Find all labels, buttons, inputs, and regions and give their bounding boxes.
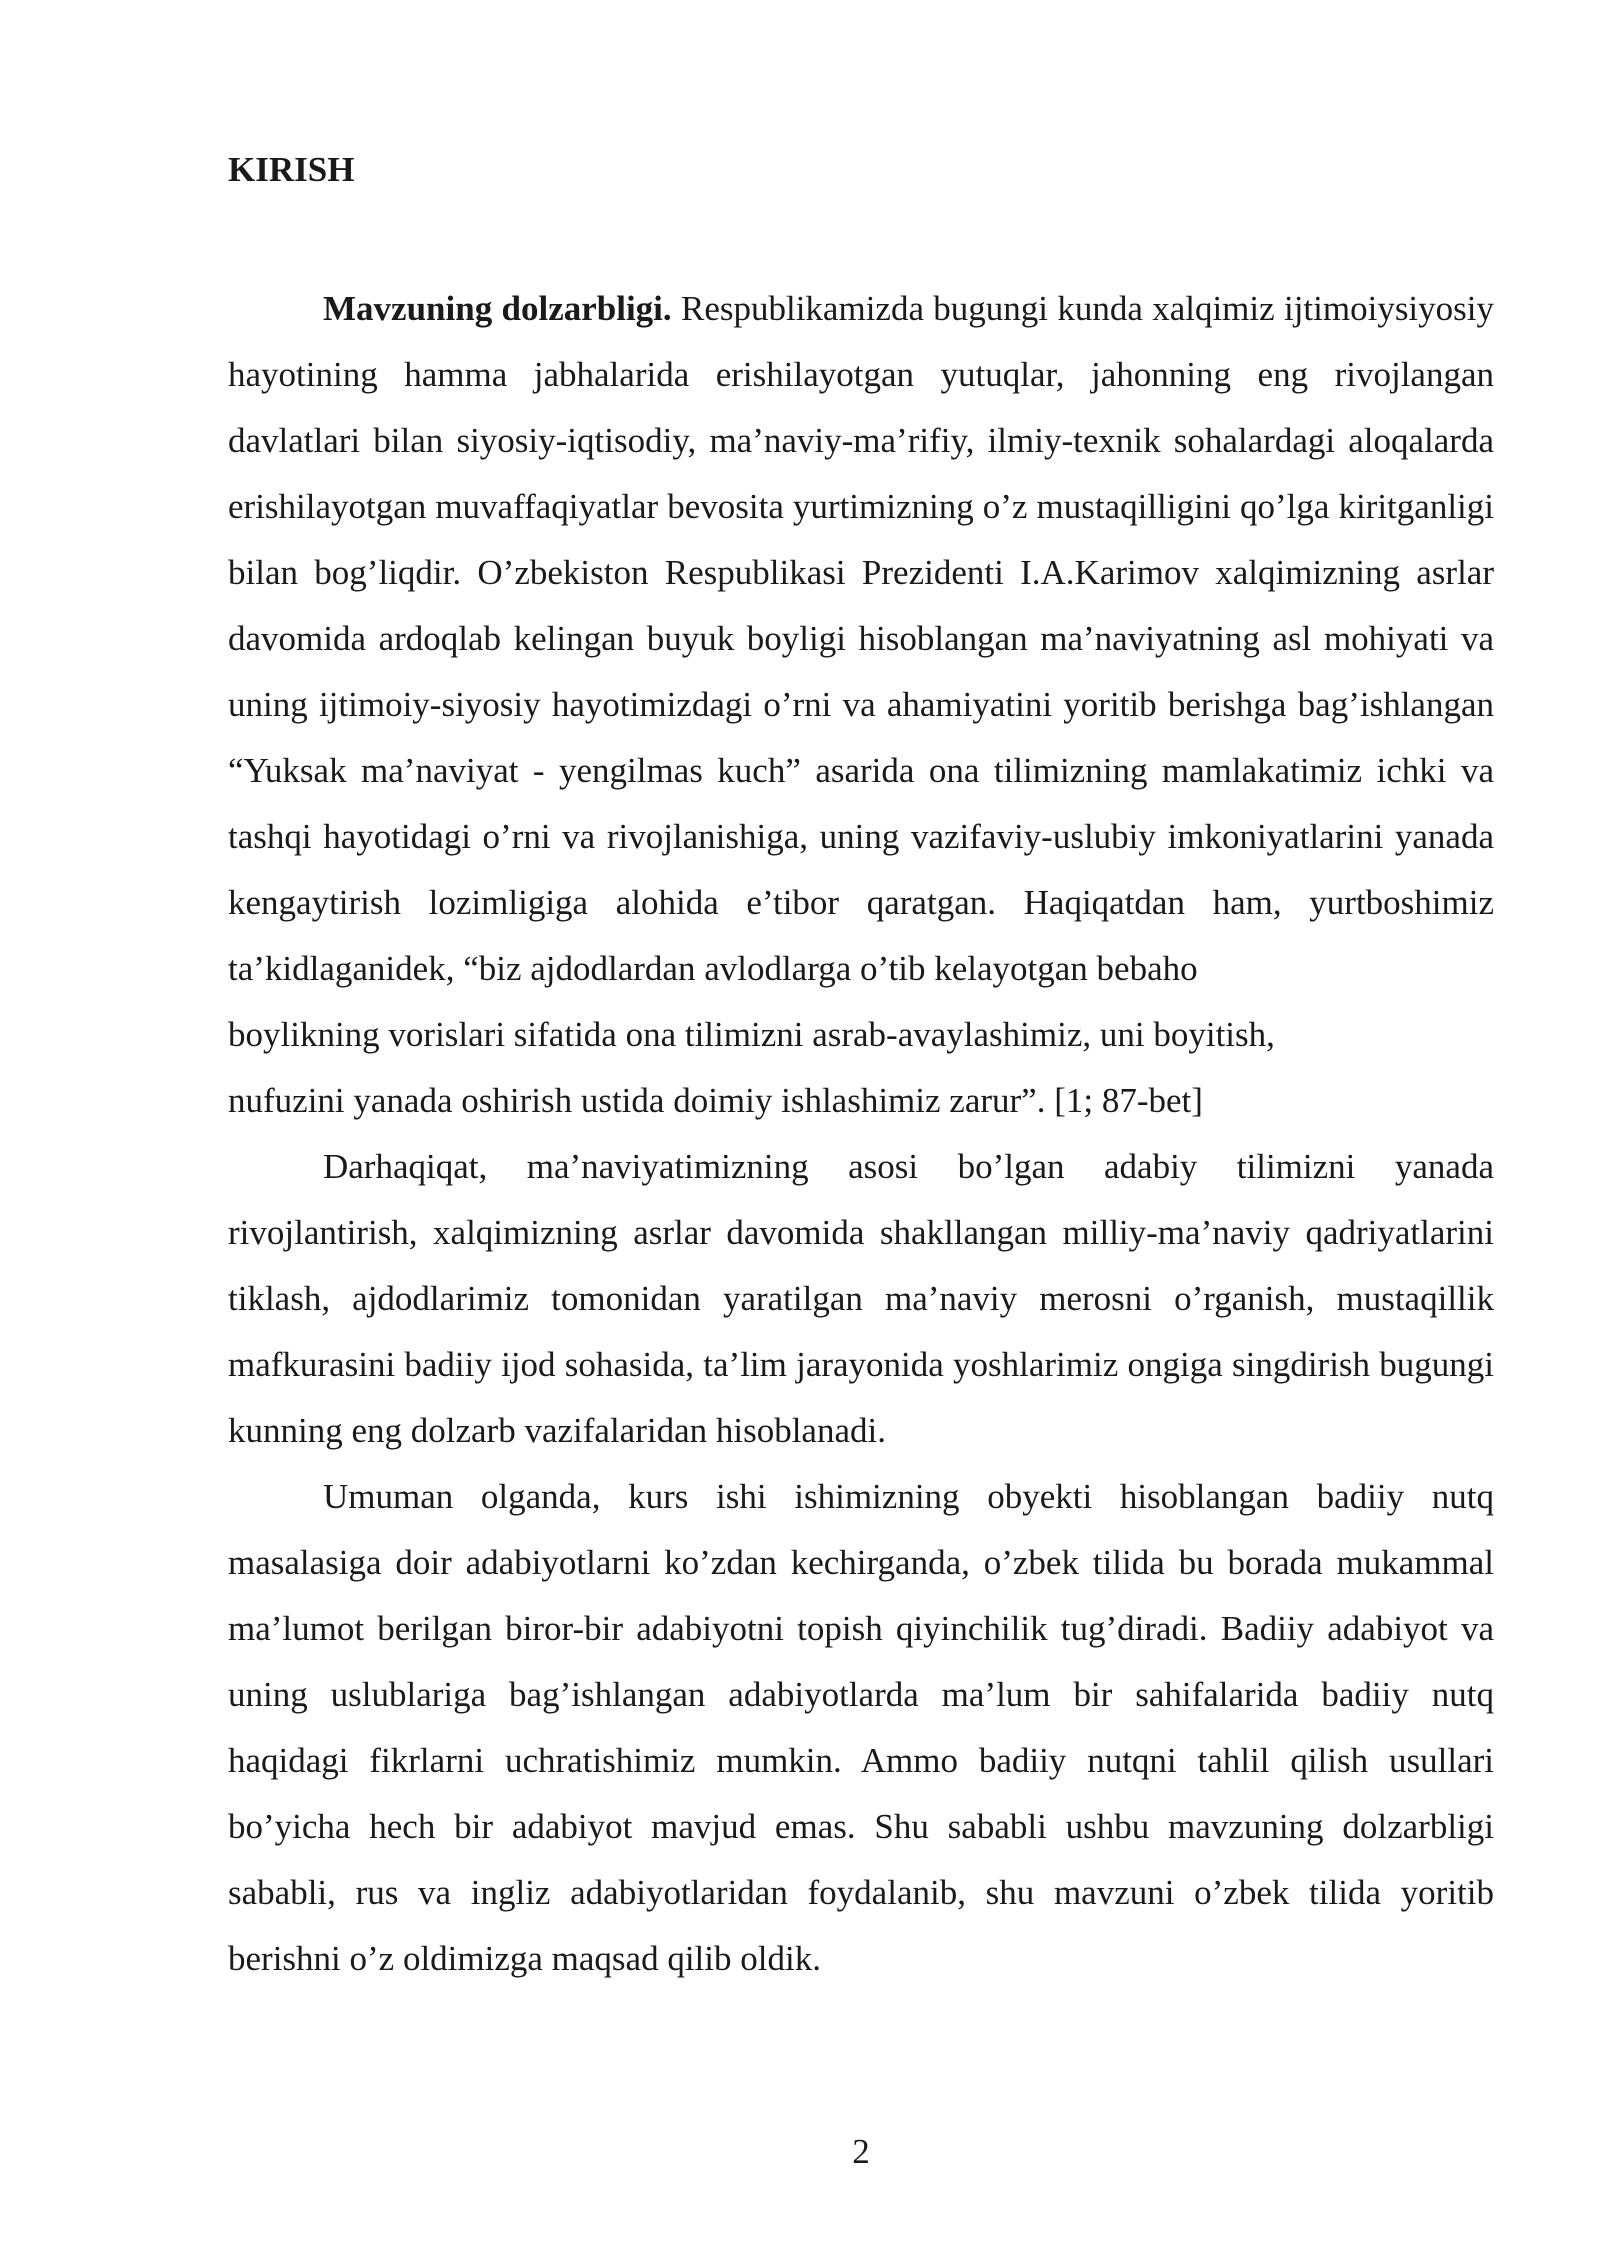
document-body: [228, 276, 1494, 1992]
paragraph-lead-bold: Mavzuning dolzarbligi.: [323, 289, 672, 328]
paragraph-relevance-line-b: nufuzini yanada oshirish ustida doimiy ishlashimiz zarur”. [1; 87-bet]: [228, 1081, 1203, 1120]
paragraph-relevance: [228, 276, 1494, 1002]
paragraph-relevance-text: Respublikamizda bugungi kunda xalqimiz ijtimoiysiyosiy hayotining hamma jabhalarida erishilayotgan yutuqlar, jahonning eng rivojlangan davlatlari bilan siyosiy-iqtisodiy, ma’naviy-ma’rifiy, ilmiy-texnik sohalardagi aloqalarda erishilayotgan muvaffaqiyatlar bevosita yurtimizning o’z mustaqilligini qo’lga kiritganligi bilan bog’liqdir. O’zbekiston Respublikasi Prezidenti I.A.Karimov xalqimizning asrlar davomida ardoqlab kelingan buyuk boyligi hisoblangan ma’naviyatning asl mohiyati va uning ijtimoiy-siyosiy hayotimizdagi o’rni va ahamiyatini yoritib berishga bag’ishlangan “Yuksak ma’naviyat - yengilmas kuch” asarida ona tilimizning mamlakatimiz ichki va tashqi hayotidagi o’rni va rivojlanishiga, uning vazifaviy-uslubiy imkoniyatlarini yanada kengaytirish lozimligiga alohida e’tibor qaratgan. Haqiqatdan ham, yurtboshimiz ta’kidlaganidek, “biz ajdodlardan avlodlarga o’tib kelayotgan bebaho: [228, 289, 1495, 988]
paragraph-darhaqiqat: Darhaqiqat, ma’naviyatimizning asosi bo’lgan adabiy tilimizni yanada rivojlantirish, xalqimizning asrlar davomida shakllangan milliy-ma’naviy qadriyatlarini tiklash, ajdodlarimiz tomonidan yaratilgan ma’naviy merosni o’rganish, mustaqillik mafkurasini badiiy ijod sohasida, ta’lim jarayonida yoshlarimiz ongiga singdirish bugungi kunning eng dolzarb vazifalaridan hisoblanadi.: [228, 1147, 1494, 1450]
section-heading: KIRISH: [228, 150, 355, 189]
paragraph-umuman: Umuman olganda, kurs ishi ishimizning obyekti hisoblangan badiiy nutq masalasiga doir adabiyotlarni ko’zdan kechirganda, o’zbek tilida bu borada mukammal ma’lumot berilgan biror-bir adabiyotni topish qiyinchilik tug’diradi. Badiiy adabiyot va uning uslublariga bag’ishlangan adabiyotlarda ma’lum bir sahifalarida badiiy nutq haqidagi fikrlarni uchratishimiz mumkin. Ammo badiiy nutqni tahlil qilish usullari bo’yicha hech bir adabiyot mavjud emas. Shu sababli ushbu mavzuning dolzarbligi sababli, rus va ingliz adabiyotlaridan foydalanib, shu mavzuni o’zbek tilida yoritib berishni o’z oldimizga maqsad qilib oldik.: [228, 1477, 1494, 1978]
document-page: [228, 0, 1494, 2262]
paragraph-relevance-line-a: boylikning vorislari sifatida ona tilimizni asrab-avaylashimiz, uni boyitish,: [228, 1015, 1275, 1054]
page-number: 2: [852, 2132, 870, 2171]
